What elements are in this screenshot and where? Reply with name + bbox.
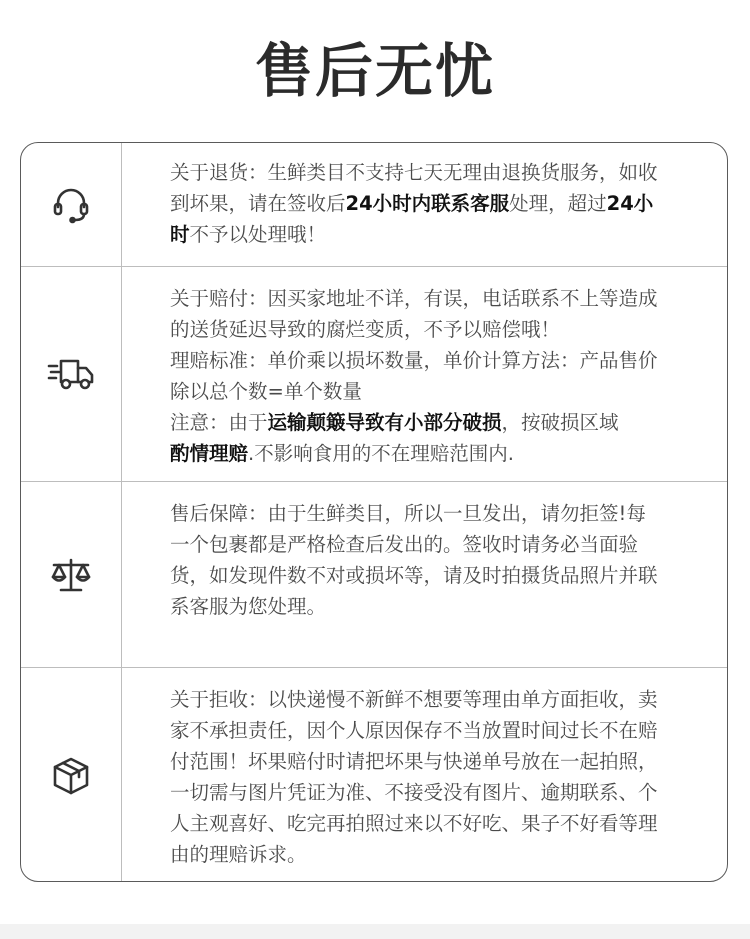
text-segment: 不予以处理哦！ [189,223,327,246]
row-text [170,684,719,870]
emphasized-text: 酌情理赔 [170,442,249,465]
text-segment: 售后保障：由于生鲜类目，所以一旦发出，请勿拒签!每 [170,502,646,525]
balance-scale-icon [49,557,93,593]
text-segment: 家不承担责任，因个人原因保存不当放置时间过长不在赔 [170,719,658,742]
bottom-strip [0,924,750,939]
text-line [170,157,719,188]
emphasized-text: 24小时内联系客服 [345,192,510,215]
text-line [170,498,719,529]
after-sales-table [20,142,728,882]
text-line [170,376,719,407]
text-line [170,808,719,839]
text-line [170,188,719,219]
icon-cell [21,143,122,266]
emphasized-text: 时 [170,223,190,246]
text-segment: 系客服为您处理。 [170,595,327,618]
headset-icon [51,185,91,225]
text-line [170,560,719,591]
text-segment: 关于拒收：以快递慢不新鲜不想要等理由单方面拒收，卖 [170,688,658,711]
delivery-truck-icon [47,357,95,391]
text-line [170,715,719,746]
emphasized-text: 运输颠簸导致有小部分破损 [267,411,502,434]
text-segment: 注意：由于 [170,411,268,434]
text-line [170,314,719,345]
text-segment: 付范围！坏果赔付时请把坏果与快递单号放在一起拍照， [170,750,658,773]
text-segment: 关于赔付：因买家地址不详，有误，电话联系不上等造成 [170,287,658,310]
text-segment: 关于退货：生鲜类目不支持七天无理由退换货服务，如收 [170,161,658,184]
text-line [170,746,719,777]
emphasized-text: 24小 [606,192,654,215]
guarantee-policy-row [21,481,727,667]
text-line [170,283,719,314]
icon-cell [21,668,122,882]
text-line [170,345,719,376]
text-segment: 到坏果，请在签收后 [170,192,346,215]
refusal-policy-row [21,667,727,882]
text-segment: .不影响食用的不在理赔范围内. [248,442,514,465]
package-box-icon [51,756,91,796]
text-segment: 人主观喜好、吃完再拍照过来以不好吃、果子不好看等理 [170,812,658,835]
row-text [170,283,719,469]
text-segment: 的送货延迟导致的腐烂变质，不予以赔偿哦！ [170,318,561,341]
text-segment: 理赔标准：单价乘以损坏数量，单价计算方法：产品售价 [170,349,658,372]
text-segment: 由的理赔诉求。 [170,843,307,866]
text-line [170,438,719,469]
page-title: 售后无忧 [254,37,495,105]
text-line [170,219,719,250]
text-line [170,684,719,715]
text-segment: 处理，超过 [509,192,607,215]
text-segment: 一个包裹都是严格检查后发出的。签收时请务必当面验 [170,533,639,556]
return-policy-row [21,143,727,266]
text-segment: 一切需与图片凭证为准、不接受没有图片、逾期联系、个 [170,781,658,804]
text-segment: 货，如发现件数不对或损坏等，请及时拍摄货品照片并联 [170,564,658,587]
text-line [170,529,719,560]
text-segment: ，按破损区域 [501,411,619,434]
compensation-policy-row [21,266,727,481]
text-line [170,407,719,438]
icon-cell [21,267,122,481]
text-line [170,839,719,870]
text-line [170,777,719,808]
text-segment: 除以总个数=单个数量 [170,380,362,403]
row-text [170,157,719,250]
icon-cell [21,482,122,667]
row-text [170,498,719,622]
text-line [170,591,719,622]
